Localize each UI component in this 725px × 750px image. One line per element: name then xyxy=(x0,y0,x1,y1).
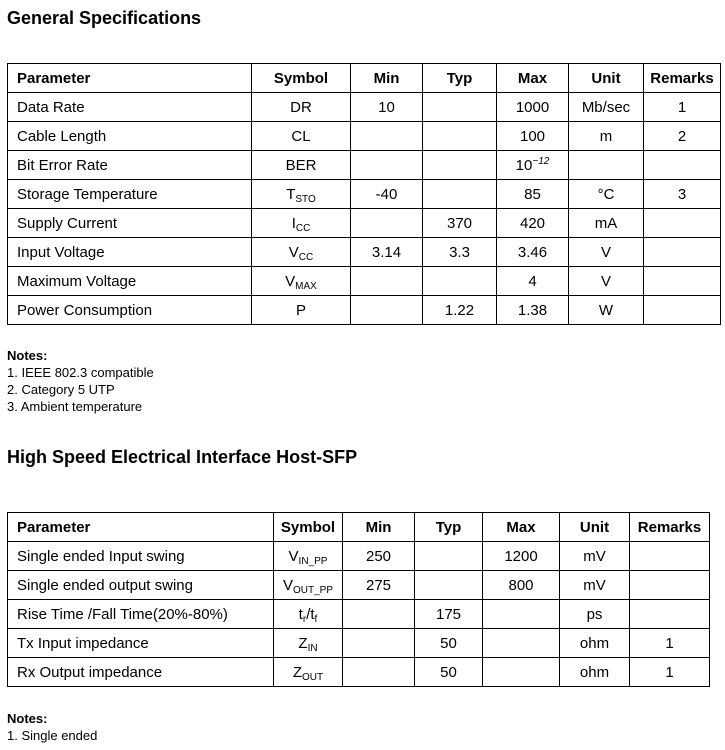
symbol-text: T xyxy=(286,185,296,203)
remarks-cell: 1 xyxy=(644,93,721,122)
note-item: 1. IEEE 802.3 compatible xyxy=(7,365,154,380)
min-cell xyxy=(343,600,415,629)
header-unit: Unit xyxy=(569,64,644,93)
typ-cell: 1.22 xyxy=(423,296,497,325)
symbol-subscript: CC xyxy=(295,222,311,234)
symbol-cell xyxy=(252,93,351,122)
table-row xyxy=(8,238,721,267)
max-cell xyxy=(497,122,569,151)
symbol-subscript: r xyxy=(302,613,307,625)
param-cell: Maximum Voltage xyxy=(8,267,252,296)
remarks-cell xyxy=(630,600,710,629)
param-cell: Storage Temperature xyxy=(8,180,252,209)
header-remarks: Remarks xyxy=(644,64,721,93)
max-exponent: −12 xyxy=(532,155,550,167)
table-row xyxy=(8,296,721,325)
max-cell xyxy=(497,296,569,325)
unit-cell: mA xyxy=(569,209,644,238)
symbol-text: I xyxy=(291,214,296,232)
high-speed-spec-table xyxy=(7,512,710,687)
header-max: Max xyxy=(497,64,569,93)
remarks-cell: 2 xyxy=(644,122,721,151)
unit-cell: ohm xyxy=(560,658,630,687)
symbol-text-2: /t xyxy=(306,605,315,623)
max-text: 4 xyxy=(528,272,537,290)
symbol-subscript-2: f xyxy=(314,613,318,625)
typ-cell xyxy=(423,267,497,296)
remarks-cell xyxy=(644,267,721,296)
typ-cell xyxy=(423,93,497,122)
notes-title: Notes: xyxy=(7,348,48,363)
symbol-text: V xyxy=(282,576,293,594)
param-cell: Rx Output impedance xyxy=(8,658,274,687)
typ-cell xyxy=(423,180,497,209)
header-typ: Typ xyxy=(415,513,483,542)
symbol-subscript: OUT xyxy=(302,671,324,683)
remarks-cell xyxy=(644,151,721,180)
min-cell: 10 xyxy=(351,93,423,122)
symbol-cell xyxy=(274,658,343,687)
remarks-cell xyxy=(630,542,710,571)
min-cell xyxy=(343,629,415,658)
param-cell: Power Consumption xyxy=(8,296,252,325)
section-title-general: General Specifications xyxy=(7,8,202,28)
symbol-text: V xyxy=(288,547,299,565)
max-text: 10 xyxy=(515,156,533,174)
symbol-text: BER xyxy=(285,156,317,174)
typ-cell xyxy=(415,571,483,600)
unit-cell: W xyxy=(569,296,644,325)
unit-cell: mV xyxy=(560,542,630,571)
note-item: 3. Ambient temperature xyxy=(7,399,143,414)
unit-cell: V xyxy=(569,238,644,267)
table-row xyxy=(8,209,721,238)
symbol-text: Z xyxy=(298,634,308,652)
symbol-text: CL xyxy=(291,127,311,145)
symbol-cell xyxy=(252,238,351,267)
table-row xyxy=(8,151,721,180)
remarks-cell xyxy=(644,296,721,325)
min-cell xyxy=(351,209,423,238)
table-row xyxy=(8,93,721,122)
typ-cell: 370 xyxy=(423,209,497,238)
min-cell xyxy=(343,658,415,687)
table-row xyxy=(8,571,710,600)
remarks-cell: 1 xyxy=(630,658,710,687)
symbol-cell xyxy=(274,571,343,600)
unit-cell: °C xyxy=(569,180,644,209)
unit-cell xyxy=(569,151,644,180)
header-symbol: Symbol xyxy=(252,64,351,93)
notes-general xyxy=(7,347,154,415)
typ-cell: 175 xyxy=(415,600,483,629)
unit-cell: ohm xyxy=(560,629,630,658)
min-cell xyxy=(351,151,423,180)
symbol-subscript: CC xyxy=(298,251,314,263)
symbol-subscript: OUT_PP xyxy=(293,584,334,596)
param-cell: Input Voltage xyxy=(8,238,252,267)
notes-high-speed xyxy=(7,710,97,744)
header-symbol: Symbol xyxy=(274,513,343,542)
symbol-subscript: IN xyxy=(307,642,318,654)
typ-cell xyxy=(423,151,497,180)
typ-cell xyxy=(423,122,497,151)
remarks-cell xyxy=(630,571,710,600)
max-cell xyxy=(497,180,569,209)
symbol-text: V xyxy=(285,272,296,290)
symbol-cell xyxy=(252,296,351,325)
symbol-text: P xyxy=(295,301,306,319)
symbol-cell xyxy=(274,600,343,629)
max-cell xyxy=(497,151,569,180)
table-header-row xyxy=(8,64,721,93)
max-text: 1.38 xyxy=(517,301,548,319)
remarks-cell xyxy=(644,238,721,267)
table-row xyxy=(8,122,721,151)
param-cell: Single ended output swing xyxy=(8,571,274,600)
min-cell: 250 xyxy=(343,542,415,571)
min-cell: 275 xyxy=(343,571,415,600)
typ-cell: 50 xyxy=(415,629,483,658)
symbol-cell xyxy=(252,151,351,180)
unit-cell: Mb/sec xyxy=(569,93,644,122)
typ-cell xyxy=(415,542,483,571)
remarks-cell: 1 xyxy=(630,629,710,658)
table-header-row xyxy=(8,513,710,542)
symbol-cell xyxy=(252,267,351,296)
symbol-text: DR xyxy=(290,98,312,116)
header-min: Min xyxy=(351,64,423,93)
header-unit: Unit xyxy=(560,513,630,542)
remarks-cell xyxy=(644,209,721,238)
min-cell: -40 xyxy=(351,180,423,209)
header-min: Min xyxy=(343,513,415,542)
max-cell xyxy=(483,658,560,687)
unit-cell: mV xyxy=(560,571,630,600)
header-max: Max xyxy=(483,513,560,542)
header-typ: Typ xyxy=(423,64,497,93)
typ-cell: 50 xyxy=(415,658,483,687)
symbol-text: V xyxy=(288,243,299,261)
note-item: 1. Single ended xyxy=(7,728,98,743)
max-text: 100 xyxy=(519,127,546,145)
unit-cell: m xyxy=(569,122,644,151)
max-cell xyxy=(483,600,560,629)
symbol-subscript: IN_PP xyxy=(298,555,328,567)
symbol-subscript: MAX xyxy=(295,280,317,292)
remarks-cell: 3 xyxy=(644,180,721,209)
note-item: 2. Category 5 UTP xyxy=(7,382,115,397)
min-cell xyxy=(351,267,423,296)
max-text: 3.46 xyxy=(517,243,548,261)
param-cell: Data Rate xyxy=(8,93,252,122)
min-cell xyxy=(351,122,423,151)
symbol-cell xyxy=(274,629,343,658)
table-row xyxy=(8,658,710,687)
typ-cell: 3.3 xyxy=(423,238,497,267)
max-cell: 800 xyxy=(483,571,560,600)
param-cell: Cable Length xyxy=(8,122,252,151)
unit-cell: ps xyxy=(560,600,630,629)
table-row xyxy=(8,629,710,658)
general-spec-table xyxy=(7,63,721,325)
header-parameter: Parameter xyxy=(8,513,274,542)
table-row xyxy=(8,180,721,209)
unit-cell: V xyxy=(569,267,644,296)
max-cell xyxy=(497,209,569,238)
table-row xyxy=(8,600,710,629)
param-cell: Rise Time /Fall Time(20%-80%) xyxy=(8,600,274,629)
max-cell xyxy=(483,629,560,658)
param-cell: Supply Current xyxy=(8,209,252,238)
table-row xyxy=(8,542,710,571)
symbol-text: t xyxy=(298,605,303,623)
min-cell: 3.14 xyxy=(351,238,423,267)
symbol-cell xyxy=(252,122,351,151)
section-title-high-speed: High Speed Electrical Interface Host-SFP xyxy=(7,447,358,467)
symbol-cell xyxy=(252,180,351,209)
max-cell: 1200 xyxy=(483,542,560,571)
table-row xyxy=(8,267,721,296)
max-cell xyxy=(497,267,569,296)
param-cell: Tx Input impedance xyxy=(8,629,274,658)
symbol-cell xyxy=(274,542,343,571)
header-parameter: Parameter xyxy=(8,64,252,93)
min-cell xyxy=(351,296,423,325)
max-text: 420 xyxy=(519,214,546,232)
param-cell: Single ended Input swing xyxy=(8,542,274,571)
max-cell xyxy=(497,93,569,122)
symbol-subscript: STO xyxy=(295,193,316,205)
symbol-text: Z xyxy=(292,663,303,681)
param-cell: Bit Error Rate xyxy=(8,151,252,180)
max-text: 1000 xyxy=(515,98,550,116)
notes-title: Notes: xyxy=(7,711,48,726)
max-text: 85 xyxy=(524,185,541,203)
symbol-cell xyxy=(252,209,351,238)
header-remarks: Remarks xyxy=(630,513,710,542)
max-cell xyxy=(497,238,569,267)
